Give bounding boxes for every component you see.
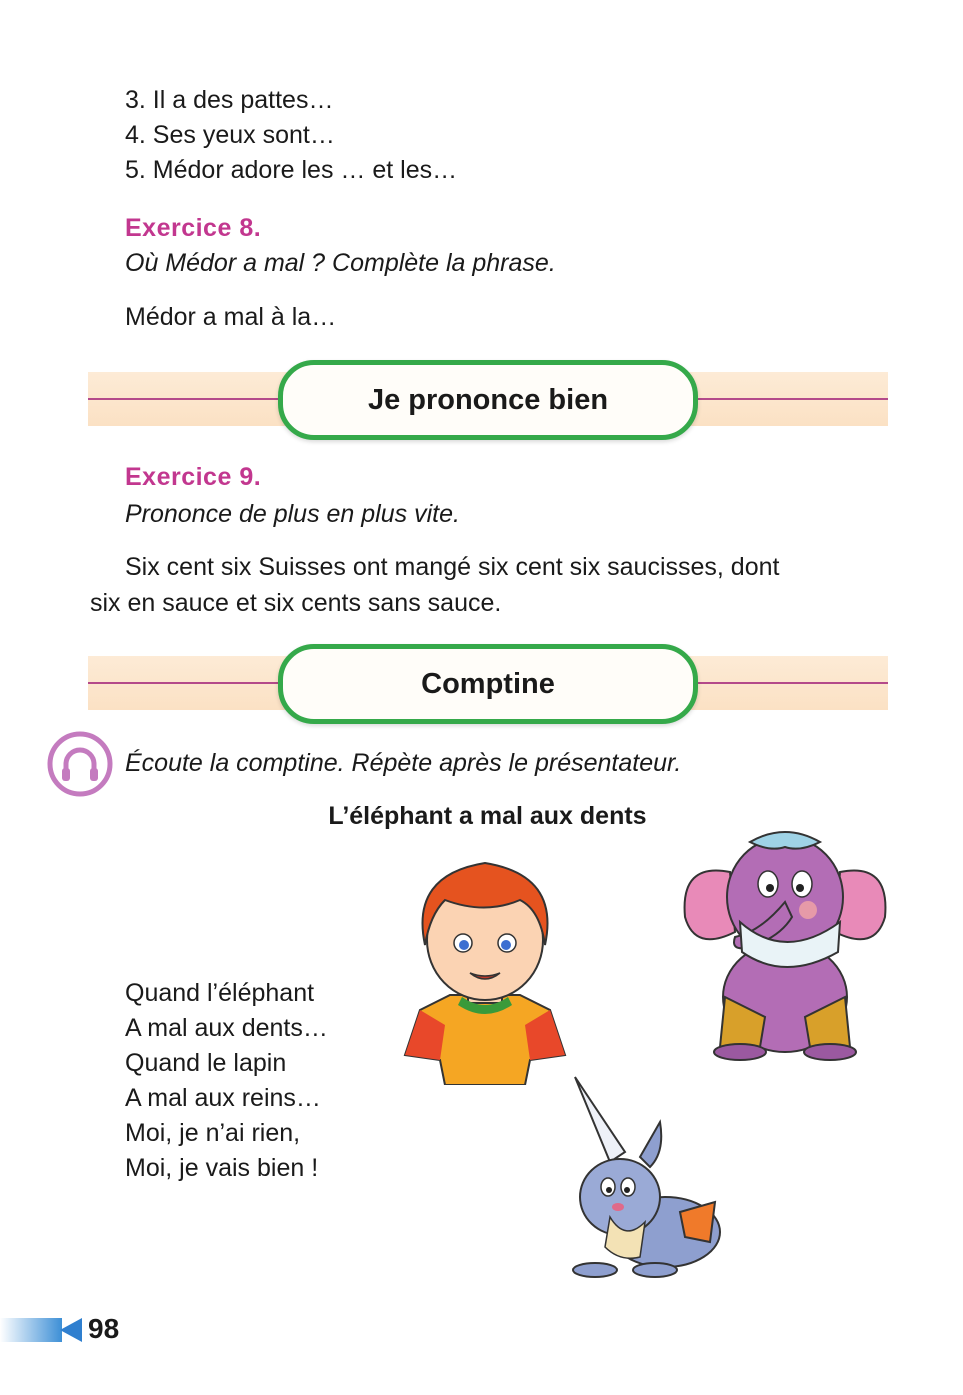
section-banner-pronounce bbox=[88, 372, 888, 426]
poem-line: Quand l’éléphant bbox=[125, 979, 315, 1007]
tongue-twister-line-1: Six cent six Suisses ont mangé six cent six saucisses, dont bbox=[125, 553, 780, 581]
elephant-illustration bbox=[680, 822, 890, 1062]
poem-line: Moi, je vais bien ! bbox=[125, 1154, 319, 1182]
poem-line: Moi, je n’ai rien, bbox=[125, 1119, 301, 1147]
boy-illustration bbox=[400, 855, 570, 1085]
exercise-8-instruction: Où Médor a mal ? Complète la phrase. bbox=[125, 249, 556, 277]
section-title-pronounce: Je prononce bien bbox=[278, 360, 698, 440]
poem-line: A mal aux reins… bbox=[125, 1084, 321, 1112]
page-bar bbox=[0, 1318, 62, 1342]
tongue-twister-line-2: six en sauce et six cents sans sauce. bbox=[90, 589, 502, 617]
section-title-comptine: Comptine bbox=[278, 644, 698, 724]
poem-title: L’éléphant a mal aux dents bbox=[328, 802, 647, 830]
triangle-left-icon bbox=[60, 1318, 82, 1342]
exercise-8-title: Exercice 8. bbox=[125, 214, 262, 242]
poem-line: Quand le lapin bbox=[125, 1049, 287, 1077]
listen-instruction: Écoute la comptine. Répète après le présentateur. bbox=[125, 749, 682, 777]
list-item-5: 5. Médor adore les … et les… bbox=[125, 156, 458, 184]
exercise-9-instruction: Prononce de plus en plus vite. bbox=[125, 500, 460, 528]
section-banner-comptine bbox=[88, 656, 888, 710]
list-item-3: 3. Il a des pattes… bbox=[125, 86, 334, 114]
headphones-icon bbox=[46, 730, 114, 798]
list-item-4: 4. Ses yeux sont… bbox=[125, 121, 335, 149]
rabbit-illustration bbox=[550, 1072, 730, 1280]
poem-line: A mal aux dents… bbox=[125, 1014, 328, 1042]
exercise-9-title: Exercice 9. bbox=[125, 463, 262, 491]
poem-text bbox=[125, 976, 328, 1186]
exercise-8-answer: Médor a mal à la… bbox=[125, 303, 337, 331]
page-number: 98 bbox=[88, 1313, 120, 1344]
